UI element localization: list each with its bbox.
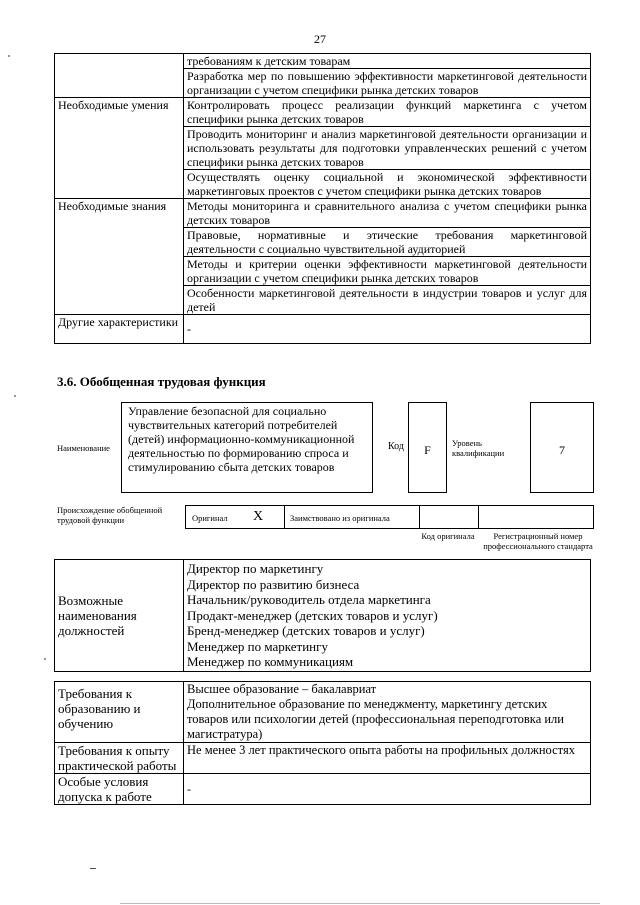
scan-mark — [90, 868, 96, 869]
experience-label: Требования к опыту практической работы — [55, 743, 184, 774]
function-name: Управление безопасной для социально чувствительных категорий потребителей (детей) информационно-коммуникационной деятельностью по формированию спроса и стимулированию сбыта детских товаров — [128, 404, 355, 474]
table-cell: Методы мониторинга и сравнительного анализа с учетом специфики рынка детских товаров — [184, 199, 591, 228]
function-name-box — [121, 402, 373, 493]
education-line: Дополнительное образование по менеджменту, маркетингу детских товаров или психологии детей (профессиональная переподготовка или магистратура) — [187, 697, 564, 741]
education-line: Высшее образование – бакалавриат — [187, 682, 377, 696]
level-label: Уровень квалификации — [452, 438, 505, 458]
table-row — [55, 774, 591, 805]
table-row — [55, 682, 591, 743]
position-item: Директор по развитию бизнеса — [187, 576, 360, 592]
table-cell: Правовые, нормативные и этические требования маркетинговой деятельности с социально чувствительной аудиторией — [184, 228, 591, 257]
divider — [419, 506, 420, 528]
section-title: 3.6. Обобщенная трудовая функция — [57, 374, 266, 389]
table-cell: Особенности маркетинговой деятельности в индустрии товаров и услуг для детей — [184, 286, 591, 315]
row-label-knowledge: Необходимые знания — [55, 199, 184, 315]
positions-label: Возможные наименования должностей — [55, 560, 184, 672]
position-item: Бренд-менеджер (детских товаров и услуг) — [187, 623, 425, 638]
row-label-skills: Необходимые умения — [55, 98, 184, 199]
education-value — [184, 682, 591, 743]
table-row — [55, 199, 591, 228]
table-cell: требованиям к детским товарам — [184, 54, 591, 69]
row-label — [55, 54, 184, 98]
scan-dot — [14, 395, 16, 397]
table-row — [55, 743, 591, 774]
conditions-label: Особые условия допуска к работе — [55, 774, 184, 805]
code-label: Код — [388, 441, 404, 452]
reg-caption: Регистрационный номер профессионального стандарта — [483, 531, 593, 551]
table-row — [55, 560, 591, 672]
education-label: Требования к образованию и обучению — [55, 682, 184, 743]
code-caption: Код оригинала — [421, 531, 475, 541]
original-mark: X — [253, 509, 264, 524]
original-label: Оригинал — [192, 513, 228, 523]
competency-table — [54, 53, 591, 344]
table-row — [55, 98, 591, 127]
experience-value: Не менее 3 лет практического опыта работы на профильных должностях — [184, 743, 591, 774]
level-value: 7 — [559, 443, 565, 457]
table-cell: - — [184, 315, 591, 344]
conditions-value: - — [184, 774, 591, 805]
position-item: Продакт-менеджер (детских товаров и услуг) — [187, 607, 438, 623]
position-item: Директор по маркетингу — [187, 561, 324, 576]
level-box — [530, 402, 594, 493]
divider — [478, 506, 479, 528]
table-cell: Осуществлять оценку социальной и экономической эффективности маркетинговых проектов с учетом специфики рынка детских товаров — [184, 170, 591, 199]
position-item: Начальник/руководитель отдела маркетинга — [187, 592, 431, 607]
table-cell: Разработка мер по повышению эффективности маркетинговой деятельности организации с учетом специфики рынка детских товаров — [184, 69, 591, 98]
row-label-other: Другие характеристики — [55, 315, 184, 344]
page-number: 27 — [314, 32, 326, 46]
position-item: Менеджер по коммуникациям — [187, 654, 354, 669]
table-row — [55, 54, 591, 69]
scan-dot — [44, 658, 46, 660]
position-item: Менеджер по маркетингу — [187, 638, 328, 654]
positions-list — [184, 560, 591, 672]
borrowed-label: Заимствовано из оригинала — [290, 513, 390, 523]
positions-table — [54, 559, 591, 672]
origin-label: Происхождение обобщенной трудовой функции — [57, 505, 163, 525]
table-row — [55, 315, 591, 344]
origin-box — [185, 505, 594, 529]
code-box — [408, 402, 447, 493]
table-cell: Контролировать процесс реализации функций маркетинга с учетом специфики рынка детских товаров — [184, 98, 591, 127]
scan-dot — [8, 55, 10, 57]
requirements-table — [54, 681, 591, 805]
scan-edge — [120, 903, 600, 904]
name-label: Наименование — [57, 443, 110, 453]
table-cell: Проводить мониторинг и анализ маркетинговой деятельности организации и использовать результаты для подготовки управленческих решений с учетом специфики рынка детских товаров — [184, 127, 591, 170]
code-value: F — [424, 443, 431, 457]
divider — [284, 506, 285, 528]
table-cell: Методы и критерии оценки эффективности маркетинговой деятельности организации с учетом специфики рынка детских товаров — [184, 257, 591, 286]
